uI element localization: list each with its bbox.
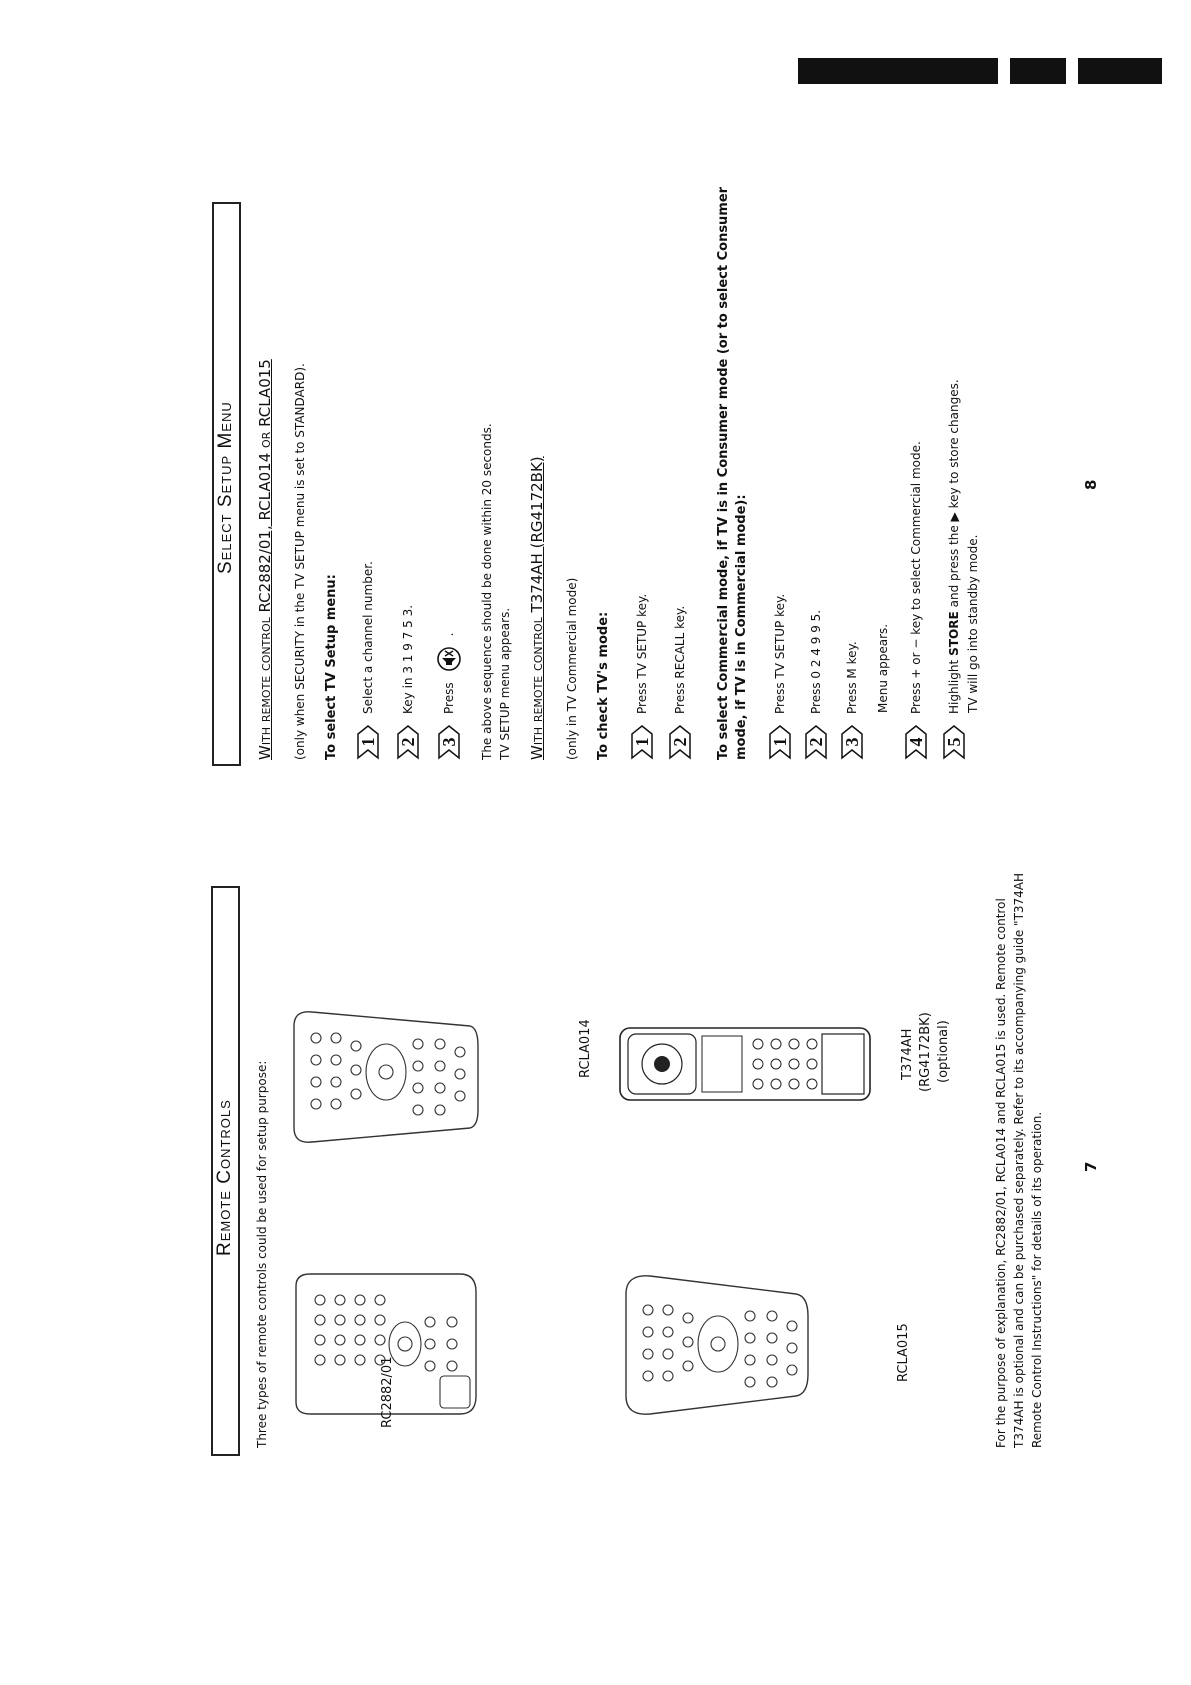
step-arrow-badge: 5 [942,724,966,760]
remote-rc2882-label: RC2882/01 [380,1356,395,1428]
page-number-7: 7 [1082,1161,1100,1172]
step-text: Key in 3 1 9 7 5 3. [401,604,415,714]
step-text-bold: STORE [947,611,961,656]
section1-step-3 [436,633,462,760]
remote-t374ah-image [618,1026,872,1102]
remote-rcla014-label: RCLA014 [578,1019,593,1078]
section2-select-step-3 [840,641,864,760]
section2-heading: With remote control T374AH (RG4172BK) [528,456,546,760]
step-arrow-badge: 2 [396,724,420,760]
setup-menu-title: Select Setup Menu [215,401,236,574]
step-text: Press + or − key to select Commercial mode. [909,441,923,714]
step-arrow-badge: 1 [768,724,792,760]
step-text: Press RECALL key. [673,605,687,714]
section1-note: (only when SECURITY in the TV SETUP menu is set to STANDARD). [293,363,307,760]
step-arrow-badge: 3 [437,724,461,760]
remote-t374ah-label: T374AH [900,1028,915,1080]
section2-select-step-1 [768,594,792,760]
step-arrow-badge: 1 [630,724,654,760]
step-arrow-badge: 2 [668,724,692,760]
section1-heading: With remote control RC2882/01, RCLA014 or RCLA015 [256,359,274,760]
remote-intro-text: Three types of remote controls could be used for setup purpose: [255,1060,269,1448]
section1-step-2 [396,605,420,760]
step-arrow-badge: 4 [904,724,928,760]
section2-select-step-2 [804,610,828,760]
step-text-post: and press the ▶ key to store changes. [947,379,961,608]
section2-check-step-2 [668,606,692,760]
remote-t374ah-label3: (optional) [936,1020,951,1083]
remote-rcla014-image [290,1006,480,1148]
section2-check-step-1 [630,594,654,760]
footer-line-2: T374AH is optional and can be purchased separately. Refer to its accompanying guide "T374AH [1012,872,1026,1448]
header-block-1 [798,58,998,84]
step-text: Press TV SETUP key. [635,593,649,714]
step-text: Press TV SETUP key. [773,593,787,714]
remote-rcla015-image [620,1270,810,1420]
step-text: Press M key. [845,641,859,714]
footer-line-3: Remote Control Instructions" for details of its operation. [1030,1111,1044,1448]
remote-controls-title: Remote Controls [214,1099,235,1256]
step-text: Press 0 2 4 9 9 5. [809,609,823,714]
section2-subheading: To check TV's mode: [596,611,611,760]
header-block-2 [1010,58,1066,84]
step-text: Select a channel number. [361,561,375,714]
remote-rcla015-label: RCLA015 [896,1323,911,1382]
section2-select-step-5-extra: TV will go into standby mode. [966,534,980,713]
section1-step-1 [356,561,380,760]
header-block-3 [1078,58,1162,84]
section2-select-step-4 [904,441,928,760]
page-number-8: 8 [1082,479,1100,490]
mute-icon [436,646,462,672]
step-suffix: . [442,632,456,637]
section1-after-line-2: TV SETUP menu appears. [498,607,512,760]
section2-subheading2-line2: mode, if TV is in Commercial mode): [734,494,749,760]
step-arrow-badge: 1 [356,724,380,760]
step-text: Press [442,682,456,714]
section2-select-step-5 [942,379,966,760]
section1-after-line-1: The above sequence should be done within 20 seconds. [480,423,494,760]
step-text-pre: Highlight [947,659,961,714]
footer-line-1: For the purpose of explanation, RC2882/01, RCLA014 and RCLA015 is used. Remote control [994,898,1008,1448]
step-arrow-badge: 3 [840,724,864,760]
section2-note: (only in TV Commercial mode) [565,577,579,760]
section2-subheading2-line1: To select Commercial mode, if TV is in Consumer mode (or to select Consumer [716,186,731,760]
step-arrow-badge: 2 [804,724,828,760]
section1-subheading: To select TV Setup menu: [324,574,339,760]
remote-t374ah-label2: (RG4172BK) [918,1012,933,1092]
section2-select-step-3-extra: Menu appears. [876,623,890,713]
